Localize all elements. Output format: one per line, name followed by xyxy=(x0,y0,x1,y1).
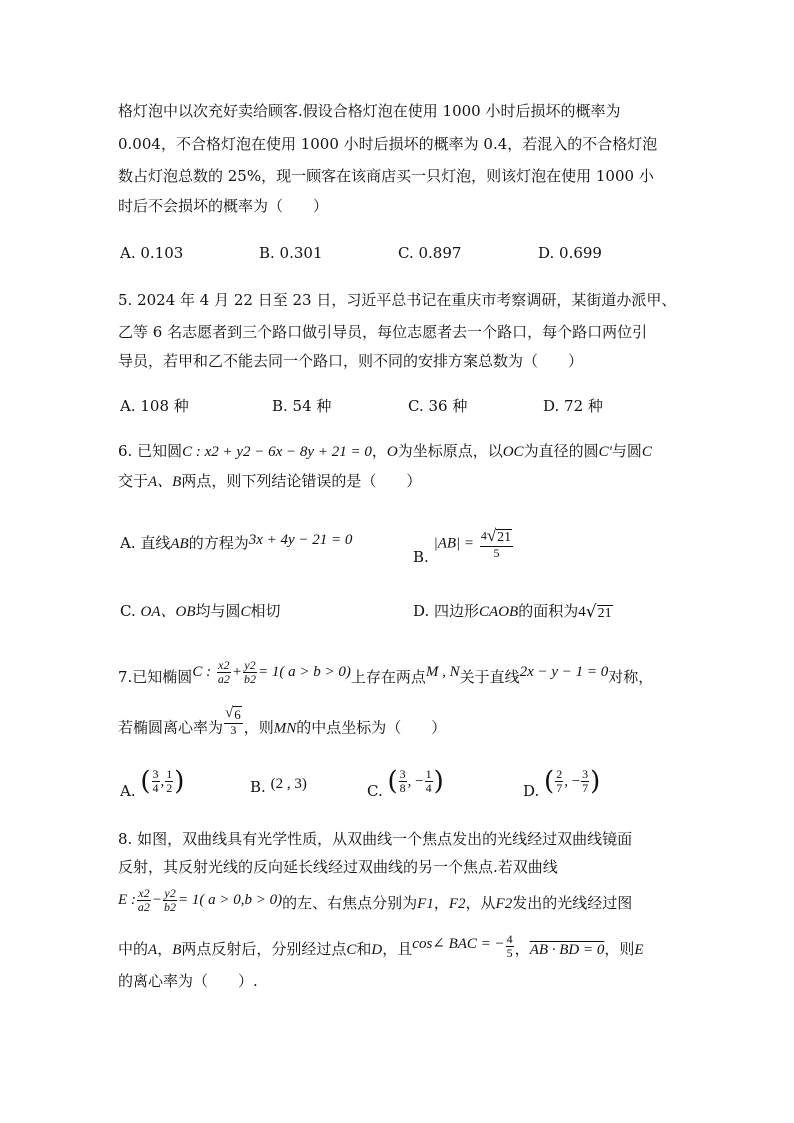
option-label: D. 四边形 xyxy=(413,602,480,620)
q7-line-2 xyxy=(118,705,447,745)
q7-frac-y xyxy=(243,659,257,686)
frac-denominator: 7 xyxy=(582,781,589,795)
option-label: A. xyxy=(120,781,136,800)
q6-fraction xyxy=(480,527,513,560)
q6-text: 交于 xyxy=(118,472,149,490)
q6-segment-oc: OC xyxy=(502,444,524,460)
q7-option-a: A. ( $\frac{3}{4}$ , $\frac{1}{2}$ ) xyxy=(120,766,185,800)
q5-option-c: C. 36 种 xyxy=(408,397,468,415)
q8-point-b: B xyxy=(172,942,182,958)
q8-text: 中的 xyxy=(118,940,149,958)
q5-line-1: 5. 2024 年 4 月 22 日至 23 日，习近平总书记在重庆市考察调研，某街道办派甲、 xyxy=(118,291,677,309)
q6-option-c xyxy=(120,600,281,623)
q7-points-mn: M , N xyxy=(425,664,460,680)
q7-text: 的中点坐标为（ ） xyxy=(296,718,447,737)
frac-denominator: 5 xyxy=(506,945,513,960)
q4-line-3: 数占灯泡总数的 25%，现一顾客在该商店买一只灯泡，则该灯泡在使用 1000 小 xyxy=(118,167,654,185)
q8-line-5: 的离心率为（ ）. xyxy=(118,972,258,990)
q6-text: 为直径的圆 xyxy=(523,442,599,460)
q6-text: 两点，则下列结论错误的是（ ） xyxy=(181,472,422,490)
q8-point-a: A xyxy=(148,942,158,958)
q8-focus-f2: F2 xyxy=(448,896,466,912)
q8-line-4 xyxy=(118,931,644,965)
q8-frac-y xyxy=(163,887,177,914)
option-text: 的面积为 xyxy=(518,602,579,620)
option-label: A. 直线 xyxy=(120,534,171,552)
frac-denominator: 7 xyxy=(556,781,563,795)
q5-option-a: A. 108 种 xyxy=(120,397,189,415)
q6-line-2 xyxy=(118,470,421,493)
option-label: B. xyxy=(413,547,429,566)
frac-numerator: x2 xyxy=(138,885,150,900)
option-label: C. xyxy=(367,781,383,800)
q6-option-b xyxy=(413,526,514,566)
sqrt: √ 21 xyxy=(585,601,612,622)
frac-denominator: b2 xyxy=(243,671,256,686)
q5-line-2: 乙等 6 名志愿者到三个路口做引导员，每位志愿者去一个路口，每个路口两位引 xyxy=(118,323,648,341)
q6-area-coef: 4 xyxy=(578,604,586,620)
q7-text: 上存在两点 xyxy=(350,668,426,686)
q8-line-1: 8. 如图，双曲线具有光学性质，从双曲线一个焦点发出的光线经过双曲线镜面 xyxy=(118,830,633,848)
q6-line-ab: AB xyxy=(170,536,189,552)
frac-numerator: 1 xyxy=(166,767,173,781)
q6-quadrilateral: CAOB xyxy=(479,604,519,620)
q4-option-a: A. 0.103 xyxy=(120,244,184,262)
frac-numerator: x2 xyxy=(218,657,230,672)
q6-origin: O xyxy=(386,444,398,460)
q8-hyperbola-name: E xyxy=(634,942,644,958)
q4-option-c: C. 0.897 xyxy=(398,244,462,262)
frac-denominator: b2 xyxy=(164,899,177,914)
q7-option-c: C. ( $\frac{3}{8}$ , − $\frac{1}{4}$ ) xyxy=(367,766,444,800)
q7-point-value: (2 , 3) xyxy=(270,776,307,792)
q8-focus-f2: F2 xyxy=(495,896,513,912)
q7-option-d: D. ( $\frac{2}{7}$ , − $\frac{3}{7}$ ) xyxy=(523,766,601,800)
radicand: 6 xyxy=(234,707,241,722)
q7-condition: = 1( a > b > 0) xyxy=(257,664,351,680)
q5-option-b: B. 54 种 xyxy=(272,397,332,415)
frac-numerator: 2 xyxy=(556,767,563,781)
q7-plus: + xyxy=(231,664,242,680)
q8-frac-x xyxy=(137,887,151,914)
q8-text: 发出的光线经过图 xyxy=(512,894,633,912)
q6-chord-length: |AB| = xyxy=(433,535,475,552)
q6-prefix: 6. 已知圆 xyxy=(118,442,183,460)
q8-point-c: C xyxy=(346,942,357,958)
frac-denominator: 4 xyxy=(425,781,432,795)
q6-line-equation: 3x + 4y − 21 = 0 xyxy=(248,532,353,548)
q8-point-d: D xyxy=(371,942,383,958)
q4-option-b: B. 0.301 xyxy=(259,244,323,262)
q8-text: ， xyxy=(157,940,173,958)
frac-numerator: 3 xyxy=(582,767,589,781)
q7-line-equation: 2x − y − 1 = 0 xyxy=(519,664,609,680)
frac-denominator: a2 xyxy=(217,671,230,686)
frac-numerator: 3 xyxy=(399,767,406,781)
q7-text: 若椭圆离心率为 xyxy=(118,718,224,737)
option-label: C. xyxy=(120,602,136,620)
q6-lines-oa-ob: OA、OB xyxy=(140,604,196,620)
q8-hyperbola-name: E : xyxy=(118,892,136,908)
q5-line-3: 导员，若甲和乙不能去同一个路口，则不同的安排方案总数为（ ） xyxy=(118,352,584,370)
q6-circle-c: C xyxy=(240,604,251,620)
frac-denominator: a2 xyxy=(137,899,150,914)
frac-numerator: y2 xyxy=(244,657,256,672)
q8-text: ，且 xyxy=(382,940,413,958)
q8-text: ，则 xyxy=(604,940,635,958)
q6-circle-cprime: C′ xyxy=(598,444,612,460)
q6-line-1 xyxy=(118,440,652,463)
q8-line-3 xyxy=(118,885,633,919)
q7-line-1 xyxy=(118,657,654,693)
q4-line-1: 格灯泡中以次充好卖给顾客.假设合格灯泡在使用 1000 小时后损坏的概率为 xyxy=(118,102,621,120)
q8-cosine: cos∠ BAC = − xyxy=(412,936,505,952)
q7-text: 关于直线 xyxy=(459,668,520,686)
frac-denominator: 3 xyxy=(230,723,237,737)
q6-circle-equation: C : x2 + y2 − 6x − 8y + 21 = 0 xyxy=(182,444,372,460)
q6-option-d xyxy=(413,600,613,623)
frac-denominator: 5 xyxy=(493,546,500,560)
q7-eccentricity xyxy=(224,704,243,737)
frac-denominator: 4 xyxy=(152,781,159,795)
q7-text: ，则 xyxy=(243,718,274,737)
option-text: 均与圆 xyxy=(195,602,241,620)
q8-text: 和 xyxy=(356,940,372,958)
q5-option-d: D. 72 种 xyxy=(543,397,603,415)
q8-minus: − xyxy=(151,892,163,908)
q8-condition: = 1( a > 0,b > 0) xyxy=(178,892,283,908)
q7-prefix: 7.已知椭圆 xyxy=(118,668,193,686)
radicand: 21 xyxy=(597,605,612,621)
frac-numerator: 1 xyxy=(425,767,432,781)
frac-numerator: 4 xyxy=(480,528,487,543)
q8-text: 两点反射后，分别经过点 xyxy=(181,940,347,958)
q4-line-4: 时后不会损坏的概率为（ ） xyxy=(118,197,329,215)
q8-text: ， xyxy=(514,940,530,958)
sqrt: √ 21 xyxy=(486,526,512,545)
q7-option-b xyxy=(250,772,307,795)
q6-text: 为坐标原点，以 xyxy=(397,442,503,460)
q8-text: 的左、右焦点分别为 xyxy=(282,894,418,912)
q6-text: ， xyxy=(371,442,387,460)
q8-cos-frac xyxy=(506,933,514,960)
radicand: 21 xyxy=(497,530,512,545)
frac-numerator: 4 xyxy=(506,931,513,946)
option-label: D. xyxy=(523,781,540,800)
q6-circle-c: C xyxy=(641,444,652,460)
option-text: 相切 xyxy=(250,602,281,620)
q8-text: ， xyxy=(433,894,449,912)
sqrt: √ 6 xyxy=(225,705,241,722)
q7-segment-mn: MN xyxy=(273,720,297,737)
frac-numerator: y2 xyxy=(164,885,176,900)
q4-option-d: D. 0.699 xyxy=(538,244,602,262)
q8-text: ，从 xyxy=(465,894,496,912)
option-text: 的方程为 xyxy=(188,534,249,552)
q8-focus-f1: F1 xyxy=(417,896,434,912)
q6-points-ab: A、B xyxy=(148,474,182,490)
q6-option-a xyxy=(120,532,352,555)
frac-denominator: 2 xyxy=(166,781,173,795)
q8-dot-product: AB · BD = 0 xyxy=(529,942,605,958)
q7-ellipse-name: C : xyxy=(192,664,212,680)
q7-frac-x xyxy=(217,659,231,686)
q4-line-2: 0.004，不合格灯泡在使用 1000 小时后损坏的概率为 0.4，若混入的不合格灯泡 xyxy=(118,135,658,153)
q8-line-2: 反射，其反射光线的反向延长线经过双曲线的另一个焦点.若双曲线 xyxy=(118,858,558,876)
frac-numerator: 3 xyxy=(152,767,159,781)
q6-text: 与圆 xyxy=(611,442,642,460)
frac-denominator: 8 xyxy=(399,781,406,795)
q7-text: 对称， xyxy=(608,668,654,686)
option-label: B. xyxy=(250,778,266,796)
